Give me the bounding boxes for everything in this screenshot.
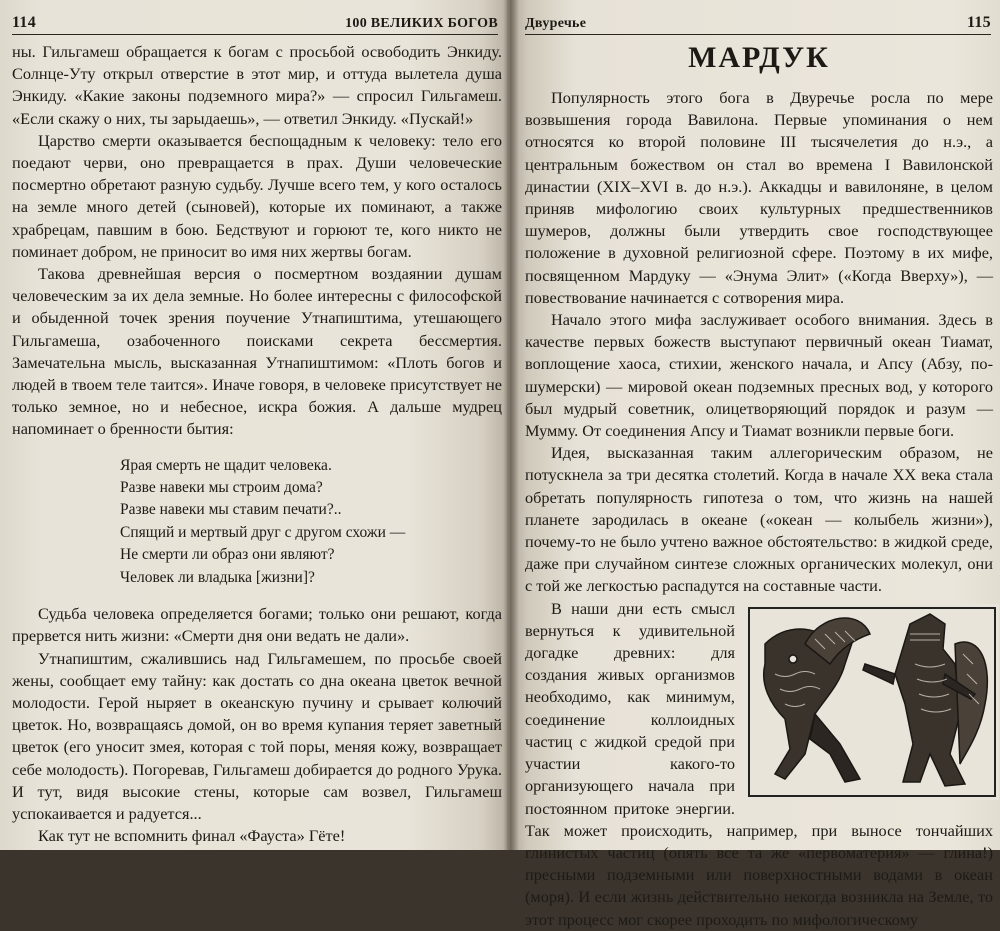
right-body-text (525, 87, 993, 931)
paragraph: Такова древнейшая версия о посмертном воздаянии душам человеческим за их дела земные. Но более интересны с философской и обыденной точек зрения поучение Утнапиштима, утешающего Гильгамеша, озабоченного поисками секрета бессмертия. Замечательна мысль, высказанная Утнапиштимом: «Плоть богов и людей в твоем теле таится». Иначе говоря, в человеке присутствует не только земное, но и небесное, искра божия. А дальше мудрец напоминает о бренности бытия: (12, 264, 502, 439)
paragraph: Начало этого мифа заслуживает особого внимания. Здесь в качестве первых божеств выступают первичный океан Тиамат, воплощение хаоса, стихии, женского начала, и Апсу (Абзу, по-шумерски) — мировой океан подземных пресных вод, у которого был мудрый советник, олицетворяющий порядок и разум — Мумму. От соединения Апсу и Тиамат возникли первые боги. (525, 310, 993, 441)
poem-line: Человек ли владыка [жизни]? (120, 568, 315, 586)
poem-line: Не смерти ли образ они являют? (120, 546, 335, 564)
left-running-head (12, 14, 498, 35)
chapter-title: МАРДУК (688, 41, 830, 74)
relief-illustration (745, 604, 999, 800)
paragraph: Утнапиштим, сжалившись над Гильгамешем, по просьбе своей жены, сообщает ему тайну: как достать со дна океана цветок вечной молодости. Герой ныряет в океанскую пучину и срывает колючий цветок. Но, возвращаясь домой, он во время купания теряет заветный цветок (его уносит змея, которая с той поры, меняя кожу, возвращает себе молодость). Погоревав, Гильгамеш добирается до родного Урука. И тут, видя высокие стены, которые сам возвел, Гильгамеш успокаивается и радуется... (12, 648, 502, 823)
right-running-title: Двуречье (525, 16, 587, 31)
paragraph-text: В наши дни есть смысл вернуться к удивительной догадке древних: для создания живых организмов необходимо, как минимум, соединение коллоидных частиц с жидкой средой при участии какого-то организующего начала при постоянном притоке энергии. Так может происходить, например, при выносе тончайших глинистых частиц (опять все та же «первоматерия» — глина!) пресными подземными или поверхностными водами в океан (моря). И если жизнь действительно некогда возникла на Земле, то этот процесс мог скорее проходить по мифологическому (525, 598, 993, 929)
right-running-head (525, 14, 991, 35)
poem-line: Разве навеки мы ставим печати?.. (120, 501, 342, 519)
poem-quote (120, 455, 502, 589)
paragraph: Как тут не вспомнить финал «Фауста» Гёте! (38, 826, 346, 846)
paragraph-with-figure (525, 598, 993, 931)
right-page (507, 0, 1000, 929)
right-page-number: 115 (966, 14, 991, 31)
paragraph: Царство смерти оказывается беспощадным к человеку: тело его поедают черви, оно превращается в прах. Души человеческие посмертно обретают разную судьбу. Лучше всего тем, у кого осталось на земле много детей (сыновей), которые их поминают, а также храбрецам, павшим в бою. Бедствуют и горюют те, кого никто не поминает добром, не приносит во имя них жертвы богам. (12, 130, 502, 261)
paragraph: Популярность этого бога в Двуречье росла по мере возвышения города Вавилона. Первые упоминания о нем относятся ко второй половине III тысячелетия до н.э., а центральным божеством он стал во времена I Вавилонской династии (XIX–XVI в. до н.э.). Аккадцы и вавилоняне, в целом приняв мифологию своих культурных предшественников шумеров, должны были утвердить свое господствующее положение в духовной религиозной сфере. Поэтому в их мифе, посвященном Мардуку — «Энума Элит» («Когда Вверху»), — повествование начинается с сотворения мира. (525, 88, 993, 307)
left-running-title: 100 ВЕЛИКИХ БОГОВ (345, 16, 498, 31)
left-page (0, 0, 507, 850)
paragraph: Судьба человека определяется богами; только они решают, когда прервется нить жизни: «Смерти дня они ведать не дали». (12, 604, 502, 646)
left-body-text (12, 41, 502, 847)
relief-illustration-icon (745, 604, 999, 800)
poem-line: Ярая смерть не щадит человека. (120, 456, 332, 474)
left-page-number: 114 (12, 14, 37, 31)
poem-line: Спящий и мертвый друг с другом схожи — (120, 523, 406, 541)
poem-line: Разве навеки мы строим дома? (120, 479, 323, 497)
paragraph: ны. Гильгамеш обращается к богам с просьбой освободить Энкиду. Солнце-Уту открыл отверстие в этот мир, и оттуда вылетела душа Энкиду. «Какие законы подземного мира?» — спросил Гильгамеш. «Если скажу о них, ты зарыдаешь», — ответил Энкиду. «Пускай!» (12, 42, 502, 128)
paragraph: Идея, высказанная таким аллегорическим образом, не потускнела за три десятка столетий. Когда в начале XX века стала обретать популярность гипотеза о том, что жизнь на нашей планете зародилась в океане («океан — колыбель жизни»), почему-то не было учтено важное обстоятельство: в жидкой среде, даже при случайном синтезе сложных органических молекул, они с той же легкостью распадутся на составные части. (525, 443, 993, 596)
